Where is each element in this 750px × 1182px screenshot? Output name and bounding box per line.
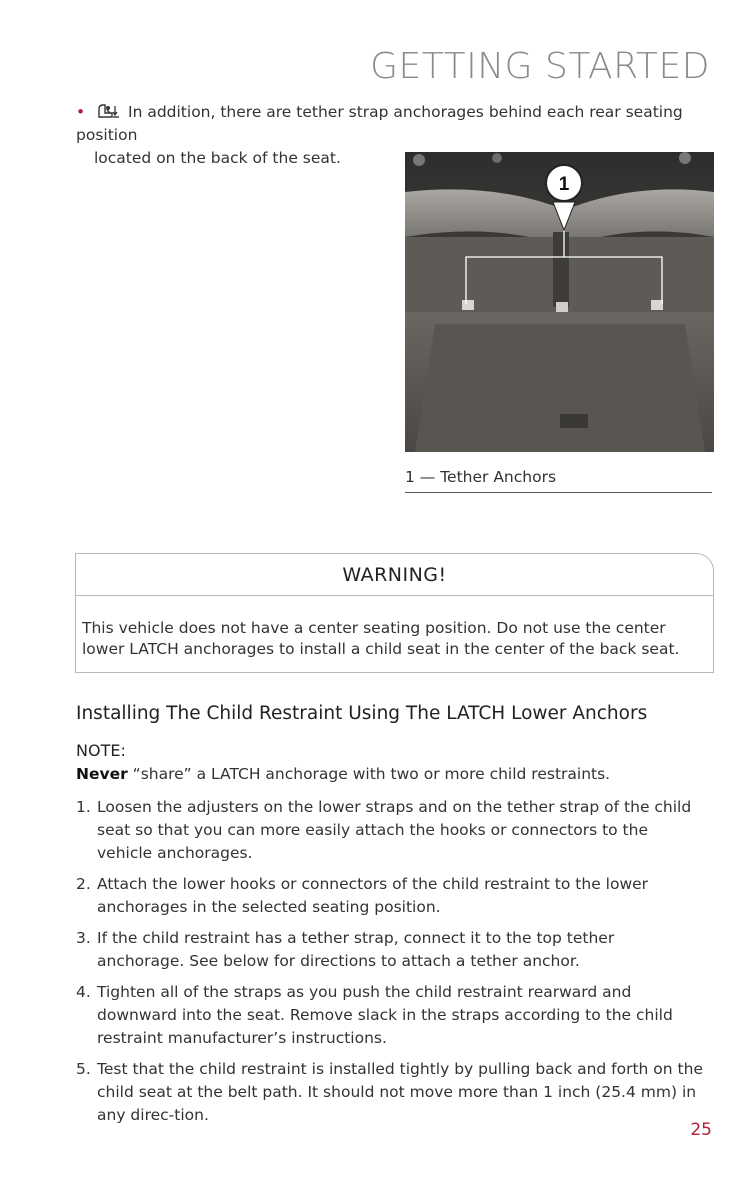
bullet-text-line2: located on the back of the seat. [94, 149, 341, 167]
section-heading: Installing The Child Restraint Using The LATCH Lower Anchors [76, 703, 648, 724]
step-number: 1. [76, 798, 91, 816]
note-text [76, 765, 610, 783]
step-text: Loosen the adjusters on the lower straps and on the tether strap of the child seat so that you can more easily attach the hooks or connectors to the vehicle anchorages. [97, 798, 692, 862]
note-rest: “share” a LATCH anchorage with two or more child restraints. [127, 765, 611, 783]
list-item [76, 981, 706, 1050]
warning-title: WARNING! [76, 554, 713, 596]
note-emphasis: Never [76, 765, 128, 783]
section-title: GETTING STARTED [370, 46, 710, 87]
step-text: Test that the child restraint is installed tightly by pulling back and forth on the child seat at the belt path. It should not move more than 1 inch (25.4 mm) in any direc-tion. [97, 1060, 703, 1124]
list-item [76, 1058, 706, 1127]
warning-body: This vehicle does not have a center seating position. Do not use the center lower LATCH anchorages to install a child seat in the center of the back seat. [82, 619, 680, 658]
figure-caption: 1 — Tether Anchors [405, 468, 712, 493]
tether-anchors-photo [405, 152, 714, 452]
list-item [76, 927, 706, 973]
tether-seat-icon [96, 103, 122, 119]
bullet-text-line1: In addition, there are tether strap anchorages behind each rear seating position [76, 103, 683, 144]
list-item [76, 796, 706, 865]
steps-list [76, 796, 706, 1135]
warning-box [75, 553, 714, 673]
callout-number: 1 [558, 174, 570, 195]
bullet-marker: • [76, 103, 86, 121]
step-number: 5. [76, 1060, 91, 1078]
step-text: Tighten all of the straps as you push the child restraint rearward and downward into the seat. Remove slack in the straps according to the child restraint manufacturer’s instructions. [97, 983, 673, 1047]
note-label: NOTE: [76, 741, 126, 760]
step-text: If the child restraint has a tether strap, connect it to the top tether anchorage. See below for directions to attach a tether anchor. [97, 929, 615, 970]
step-text: Attach the lower hooks or connectors of the child restraint to the lower anchorages in the selected seating position. [97, 875, 649, 916]
step-number: 2. [76, 875, 91, 893]
step-number: 4. [76, 983, 91, 1001]
step-number: 3. [76, 929, 91, 947]
list-item [76, 873, 706, 919]
page-number: 25 [690, 1120, 712, 1140]
